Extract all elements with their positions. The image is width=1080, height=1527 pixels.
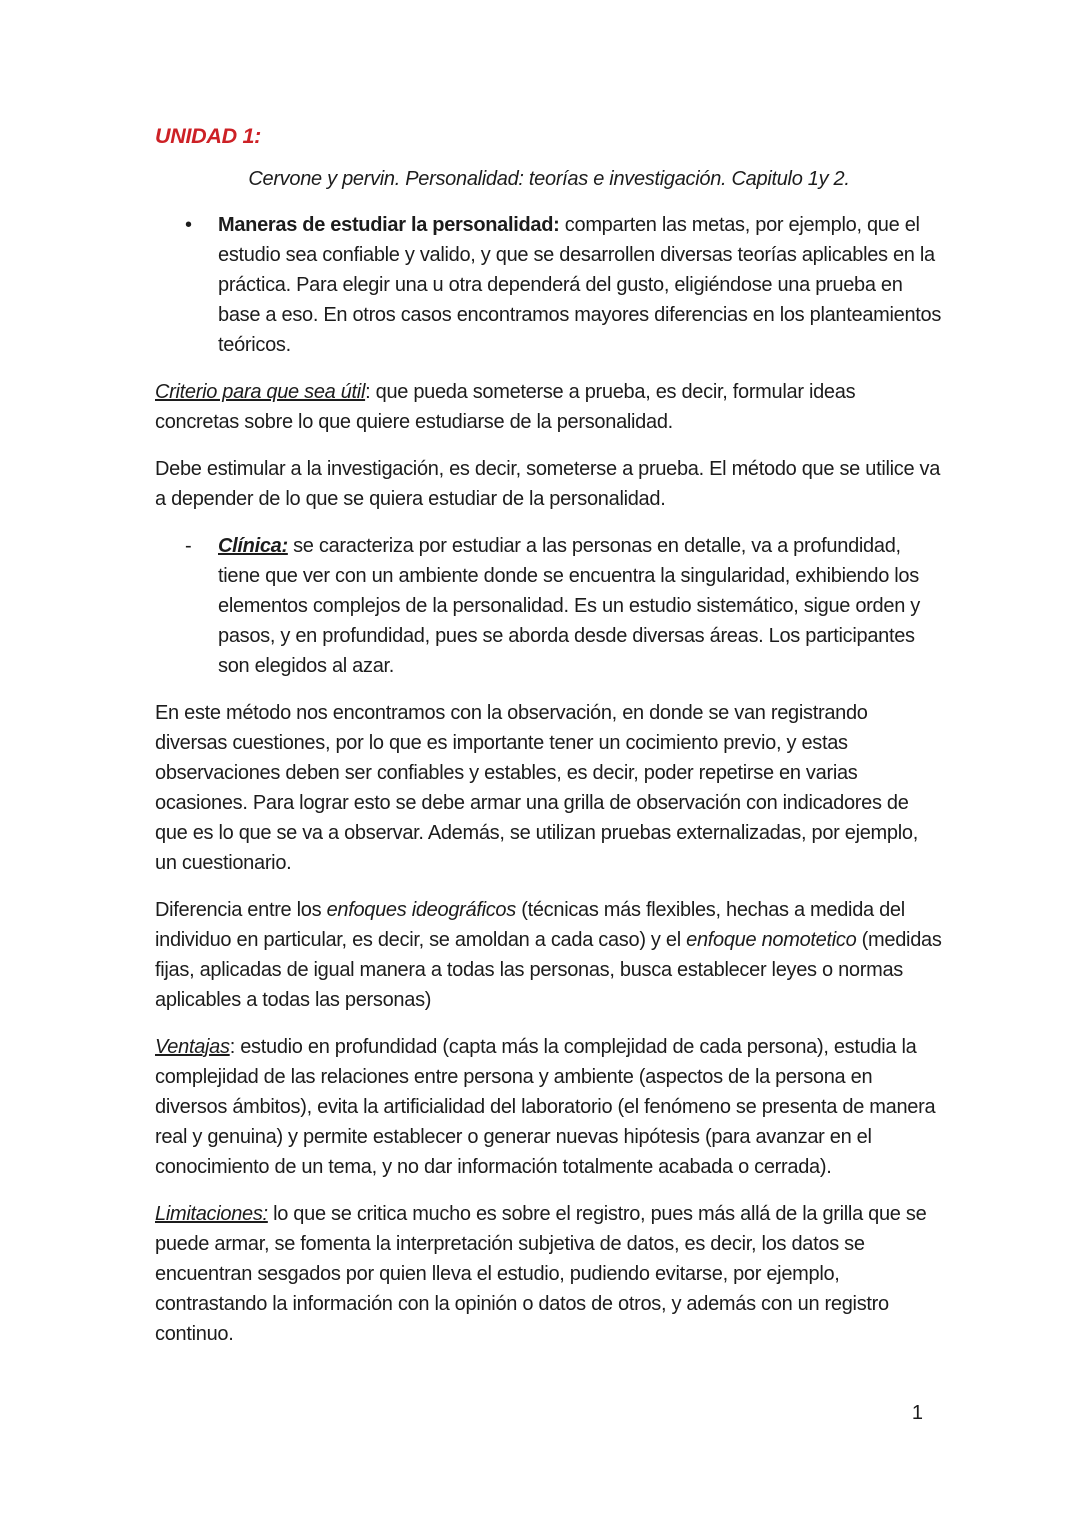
page-number: 1 — [911, 1402, 923, 1424]
ventajas-lead: Ventajas — [155, 1036, 230, 1058]
bullet-item-text — [218, 210, 943, 360]
paragraph-ventajas — [155, 1032, 943, 1182]
bullet-marker: • — [185, 214, 192, 236]
clinica-lead: Clínica: — [218, 535, 288, 557]
ventajas-separator: : — [229, 1036, 235, 1058]
diferencia-run-1: Diferencia entre los — [155, 899, 327, 921]
diferencia-run-5: (medidas fijas, aplicadas de igual manera a todas las personas, busca establecer leyes o normas aplicables a todas las personas) — [155, 929, 942, 1011]
criterio-body: que pueda someterse a prueba, es decir, formular ideas concretas sobre lo que quiere estudiarse de la personalidad. — [155, 381, 856, 433]
document-page — [155, 121, 943, 1366]
bullet-body-maneras: comparten las metas, por ejemplo, que el estudio sea confiable y valido, y que se desarrollen diversas teorías aplicables en la práctica. Para elegir una u otra dependerá del gusto, eligiéndose una prueba en base a eso. En otros casos encontramos mayores diferencias en los planteamientos teóricos. — [218, 214, 942, 356]
criterio-separator: : — [365, 381, 371, 403]
bullet-lead-maneras: Maneras de estudiar la personalidad: — [218, 214, 560, 236]
limitaciones-body: lo que se critica mucho es sobre el registro, pues más allá de la grilla que se puede armar, se fomenta la interpretación subjetiva de datos, es decir, los datos se encuentran sesgados por quien lleva el estudio, pudiendo evitarse, por ejemplo, contrastando la información con la opinión o datos de otros, y además con un registro continuo. — [155, 1203, 927, 1345]
diferencia-enfoque-nomotetico: enfoque nomotetico — [686, 929, 857, 951]
unit-heading: UNIDAD 1: — [155, 124, 261, 148]
diferencia-run-3: (técnicas más flexibles, hechas a medida del individuo en particular, es decir, se amoldan a cada caso) y el — [155, 899, 905, 951]
ventajas-body: estudio en profundidad (capta más la complejidad de cada persona), estudia la complejidad de las relaciones entre persona y ambiente (aspectos de la persona en diversos ámbitos), evita la artificialidad del laboratorio (el fenómeno se presenta de manera real y genuina) y permite establecer o generar nuevas hipótesis (para avanzar en el conocimiento de un tema, y no dar información totalmente acabada o cerrada). — [155, 1036, 936, 1178]
diferencia-enfoques-ideograficos: enfoques ideográficos — [326, 899, 516, 921]
paragraph-debe-estimular: Debe estimular a la investigación, es decir, someterse a prueba. El método que se utilice va a depender de lo que se quiera estudiar de la personalidad. — [155, 458, 941, 510]
criterio-lead: Criterio para que sea útil — [155, 381, 366, 403]
dash-item-clinica — [155, 531, 943, 681]
paragraph-criterio — [155, 377, 943, 437]
paragraph-limitaciones — [155, 1199, 943, 1349]
dash-item-text — [218, 531, 943, 681]
clinica-body: se caracteriza por estudiar a las personas en detalle, va a profundidad, tiene que ver con un ambiente donde se encuentra la singularidad, exhibiendo los elementos complejos de la personalidad. Es un estudio sistemático, sigue orden y pasos, y en profundidad, pues se aborda desde diversas áreas. Los participantes son elegidos al azar. — [218, 535, 920, 677]
limitaciones-lead: Limitaciones: — [155, 1203, 268, 1225]
bullet-item-maneras — [155, 210, 943, 360]
reference-line: Cervone y pervin. Personalidad: teorías e investigación. Capitulo 1y 2. — [248, 168, 850, 190]
paragraph-diferencia-enfoques — [155, 895, 943, 1015]
dash-marker: - — [185, 535, 192, 557]
paragraph-metodo-observacion: En este método nos encontramos con la observación, en donde se van registrando diversas cuestiones, por lo que es importante tener un cocimiento previo, y estas observaciones deben ser confiables y estables, es decir, poder repetirse en varias ocasiones. Para lograr esto se debe armar una grilla de observación con indicadores de que es lo que se va a observar. Además, se utilizan pruebas externalizadas, por ejemplo, un cuestionario. — [155, 702, 918, 874]
